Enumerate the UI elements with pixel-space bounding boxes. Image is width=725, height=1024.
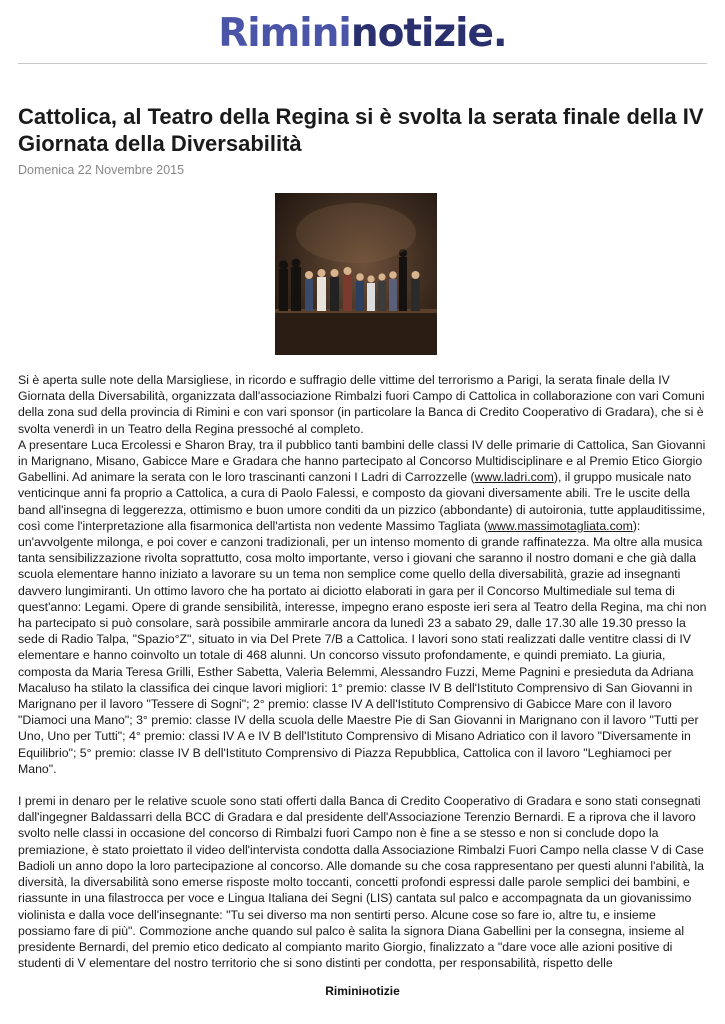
article-paragraph: I premi in denaro per le relative scuole sono stati offerti dalla Banca di Credito Cooperativo di Gradara e sono stati consegnati dall'ingegner Baldassarri della BCC di Gradara e dal presidente dell'Associazione Terenzio Bernardi. E a riprova che il lavoro svolto nelle classi in occasione del concorso di Rimbalzi fuori Campo non è fine a se stesso e non si conclude dopo la premiazione, è stato proiettato il video dell'intervista condotta dalla Associazione Rimbalzi Fuori Campo nella classe V di Case Badioli un anno dopo la loro partecipazione al concorso. Alle domande su che cosa rappresentano per questi alunni l'abilità, la diversità, la diversabilità sono emerse risposte molto toccanti, concetti profondi espressi dalle parole semplici dei bambini, e riassunte in una filastrocca per voce e Lingua Italiana dei Segni (LIS) cantata sul palco e accompagnata da un giovanissimo violinista e dalla voce dell'insegnante: "Tu sei diverso ma non sentirti perso. Alcune cose so fare io, altre tu, e insieme possiamo fare di più". Commozione anche quando sul palco è salita la signora Diana Gabellini per la consegna, insieme al presidente Bernardi, del premio etico dedicato al compianto marito Giorgio, finalizzato a "dare voce alle azioni positive di studenti di V elementare del nostro territorio che si sono distinti per condotta, per responsabilità, rispetto delle [18,794,704,971]
paragraph-text: ): un'avvolgente milonga, e poi cover e canzoni tradizionali, per un intenso momento di grande raffinatezza. Ma oltre alla musica tanta sensibilizzazione rivolta soprattutto, cosa molto importante, verso i giovani che saranno il nostro domani e che già dalla scuola elementare hanno iniziato a lavorare su un tema non semplice come quello della diversabilità, grazie ad insegnanti davvero lungimiranti. Un ottimo lavoro che ha portato ai diciotto elaborati in gara per il Concorso Multimediale sul tema di quest'anno: Legami. Opere di grande sensibilità, interesse, impegno erano esposte ieri sera al Teatro della Regina, ma chi non ha partecipato si può consolare, sarà possibile ammirarle ancora da lunedì 23 a sabato 29, dalle 17.30 alle 19.30 presso la sede di Radio Talpa, "Spazio°Z", situato in via Del Prete 7/B a Cattolica. I lavori sono stati realizzati dalle ventitre classi di IV elementare e hanno coinvolto un totale di 468 alunni. Un concorso vissuto profondamente, e quindi premiato. La giuria, composta da Maria Teresa Grilli, Esther Sabetta, Valeria Belemmi, Alessandro Fuzzi, Meme Pagnini e presieduta da Adriana Macaluso ha stilato la classifica dei cinque lavori migliori: 1° premio: classe IV B dell'Istituto Comprensivo di San Giovanni in Marignano per il lavoro "Tessere di Sogni"; 2° premio: classe IV A dell'Istituto Comprensivo di Gabicce Mare con il lavoro "Diamoci una Mano"; 3° premio: classe IV della scuola delle Maestre Pie di San Giovanni in Marignano con il lavoro "Tutti per Uno, Uno per Tutti"; 4° premio: classi IV A e IV B dell'Istituto Comprensivo di Misano Adriatico con il lavoro "Diversamente in Equilibrio"; 5° premio: classe IV B dell'Istituto Comprensivo di Piazza Repubblica, Cattolica con il lavoro "Leghiamoci per Mano". [18,518,707,776]
link-ladri[interactable]: www.ladri.com [474,470,554,485]
article-body [18,372,708,971]
header-divider [18,63,707,64]
site-logo[interactable] [0,10,725,58]
award-ceremony-photo [275,193,437,355]
paragraph-text: A presentare Luca Ercolessi e Sharon Bray, tra il pubblico tanti bambini delle classi IV delle primarie di Cattolica, San Giovanni in Marignano, Misano, Gabicce Mare e Gradara che hanno partecipato al Concorso Multidisciplinare e al Premio Etico Giorgio Gabellini. Ad animare la serata con le loro trascinanti canzoni I Ladri di Carrozzelle ( [18,437,706,485]
logo-part-notizie: notizie. [350,11,507,56]
article-photo [275,193,437,355]
article-paragraph: Si è aperta sulle note della Marsigliese, in ricordo e suffragio delle vittime del terrorismo a Parigi, la serata finale della IV Giornata della Diversabilità, organizzata dall'associazione Rimbalzi fuori Campo di Cattolica in collaborazione con vari Comuni della zona sud della provincia di Rimini e con vari sponsor (in particolare la Banca di Credito Cooperativo di Gradara), che si è svolta venerdì in un Teatro della Regina pressoché al completo. [18,373,705,436]
article-date: Domenica 22 Novembre 2015 [18,163,185,177]
paragraph-text: ), il gruppo musicale nato venticinque anni fa proprio a Cattolica, a cura di Paolo Falessi, e composto da giovani diversamente abili. Tre le uscite della band all'insegna di leggerezza, ottimismo e buon umore conditi da un pizzico (abbondante) di autoironia, tutte applauditissime, così come l'interpretazione alla fisarmonica dell'artista non vedente Massimo Tagliata ( [18,470,706,533]
logo-part-rimini: Rimini [218,11,351,56]
article-paragraph [18,437,708,777]
footer-site-name: Riminінotizie [325,984,400,998]
article-title: Cattolica, al Teatro della Regina si è svolta la serata finale della IV Giornata della Diversabilità [18,104,704,156]
link-massimotagliata[interactable]: www.massimotagliata.com [487,518,633,533]
